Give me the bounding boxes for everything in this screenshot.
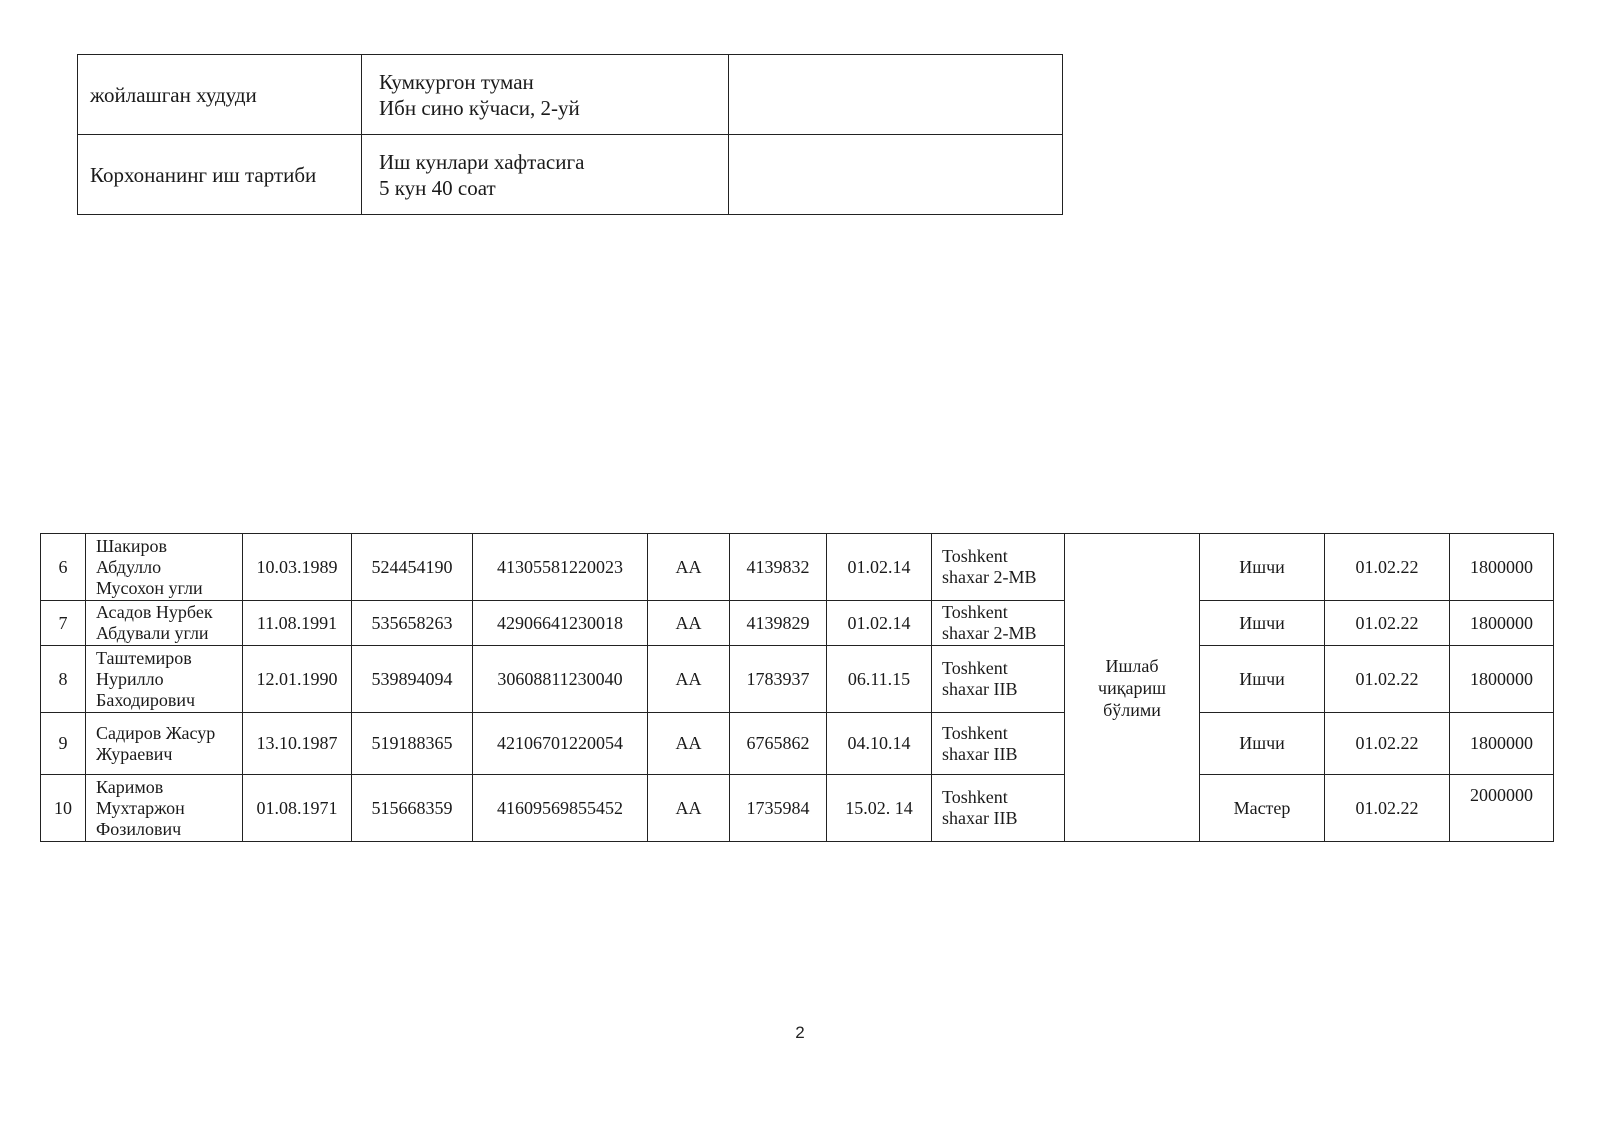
issue-date: 01.02.14 (827, 534, 932, 601)
employee-name (86, 775, 243, 842)
passport-series: AA (648, 601, 730, 646)
company-info-table (77, 54, 1063, 215)
passport-series: AA (648, 713, 730, 775)
birth-date: 11.08.1991 (243, 601, 352, 646)
row-number: 9 (41, 713, 86, 775)
salary: 1800000 (1450, 713, 1554, 775)
issuer-line: shaxar 2-MB (942, 567, 1037, 587)
passport-series: AA (648, 534, 730, 601)
name-line: Мусохон угли (96, 577, 203, 598)
salary: 1800000 (1450, 601, 1554, 646)
name-line: Абдували угли (96, 623, 209, 643)
birth-date: 13.10.1987 (243, 713, 352, 775)
passport-number: 1783937 (730, 646, 827, 713)
page-number: 2 (795, 1023, 805, 1042)
issue-date: 04.10.14 (827, 713, 932, 775)
employee-name (86, 534, 243, 601)
id-number: 519188365 (352, 713, 473, 775)
issue-date: 15.02. 14 (827, 775, 932, 842)
employee-name (86, 601, 243, 646)
info-row-location (78, 55, 1063, 135)
position: Ишчи (1200, 713, 1325, 775)
name-line: Фозилович (96, 818, 182, 839)
salary: 1800000 (1450, 646, 1554, 713)
name-line: Садиров Жасур (96, 722, 216, 743)
employee-name (86, 646, 243, 713)
issuer (932, 775, 1065, 842)
info-value (362, 55, 729, 135)
name-line: Асадов Нурбек (96, 602, 213, 622)
name-line: Абдулло (96, 556, 162, 577)
passport-series: AA (648, 646, 730, 713)
info-value-line: 5 кун 40 соат (379, 175, 496, 200)
info-extra-cell (729, 55, 1063, 135)
id-number: 515668359 (352, 775, 473, 842)
issuer-line: Toshkent (942, 787, 1008, 807)
position: Ишчи (1200, 534, 1325, 601)
info-value (362, 135, 729, 215)
issuer (932, 534, 1065, 601)
position: Ишчи (1200, 601, 1325, 646)
name-line: Таштемиров (96, 647, 192, 668)
passport-number: 6765862 (730, 713, 827, 775)
name-line: Шакиров (96, 535, 168, 556)
row-number: 10 (41, 775, 86, 842)
name-line: Мухтаржон (96, 797, 185, 818)
name-line: Жураевич (96, 743, 173, 764)
issuer-line: shaxar IIB (942, 679, 1018, 699)
birth-date: 12.01.1990 (243, 646, 352, 713)
row-number: 7 (41, 601, 86, 646)
issuer-line: Toshkent (942, 546, 1008, 566)
hire-date: 01.02.22 (1325, 646, 1450, 713)
issuer-line: shaxar 2-MB (942, 623, 1037, 643)
hire-date: 01.02.22 (1325, 713, 1450, 775)
info-extra-cell (729, 135, 1063, 215)
issuer-line: Toshkent (942, 658, 1008, 678)
birth-date: 01.08.1971 (243, 775, 352, 842)
department-line: Ишлаб (1105, 655, 1159, 676)
department-cell (1065, 534, 1200, 842)
table-row (41, 775, 1554, 842)
issue-date: 06.11.15 (827, 646, 932, 713)
table-row (41, 713, 1554, 775)
row-number: 8 (41, 646, 86, 713)
employee-name (86, 713, 243, 775)
passport-number: 1735984 (730, 775, 827, 842)
passport-series: AA (648, 775, 730, 842)
id-number: 535658263 (352, 601, 473, 646)
id-number: 524454190 (352, 534, 473, 601)
issuer (932, 601, 1065, 646)
row-number: 6 (41, 534, 86, 601)
department-line: бўлими (1103, 699, 1161, 720)
issuer (932, 713, 1065, 775)
issuer-line: Toshkent (942, 602, 1008, 622)
table-row (41, 646, 1554, 713)
issuer-line: Toshkent (942, 722, 1008, 743)
info-label: жойлашган худуди (78, 55, 362, 135)
position: Ишчи (1200, 646, 1325, 713)
position: Мастер (1200, 775, 1325, 842)
hire-date: 01.02.22 (1325, 775, 1450, 842)
info-value-line: Кумкургон туман (379, 69, 534, 94)
salary: 2000000 (1450, 775, 1554, 842)
issuer (932, 646, 1065, 713)
table-row (41, 534, 1554, 601)
id-number: 539894094 (352, 646, 473, 713)
info-value-line: Ибн сино кўчаси, 2-уй (379, 95, 580, 120)
pinfl: 41609569855452 (473, 775, 648, 842)
pinfl: 41305581220023 (473, 534, 648, 601)
info-label: Корхонанинг иш тартиби (78, 135, 362, 215)
issuer-line: shaxar IIB (942, 808, 1018, 828)
employee-table (40, 533, 1554, 842)
name-line: Нурилло (96, 668, 164, 689)
salary: 1800000 (1450, 534, 1554, 601)
pinfl: 42106701220054 (473, 713, 648, 775)
issuer-line: shaxar IIB (942, 743, 1018, 764)
hire-date: 01.02.22 (1325, 534, 1450, 601)
issue-date: 01.02.14 (827, 601, 932, 646)
pinfl: 42906641230018 (473, 601, 648, 646)
name-line: Каримов (96, 776, 164, 797)
passport-number: 4139829 (730, 601, 827, 646)
hire-date: 01.02.22 (1325, 601, 1450, 646)
birth-date: 10.03.1989 (243, 534, 352, 601)
name-line: Баходирович (96, 689, 196, 710)
passport-number: 4139832 (730, 534, 827, 601)
pinfl: 30608811230040 (473, 646, 648, 713)
info-row-schedule (78, 135, 1063, 215)
table-row (41, 601, 1554, 646)
department-line: чиқариш (1098, 677, 1166, 698)
info-value-line: Иш кунлари хафтасига (379, 149, 585, 174)
